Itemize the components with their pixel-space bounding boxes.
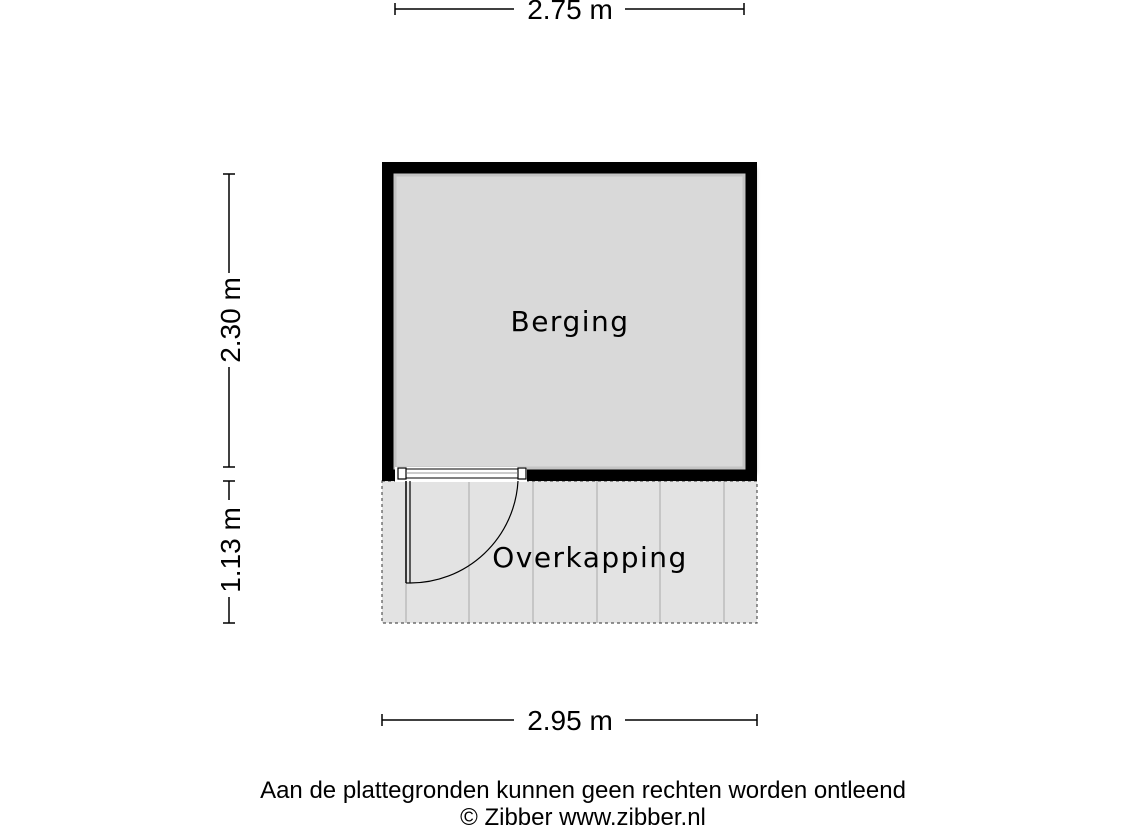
disclaimer-text: Aan de plattegronden kunnen geen rechten worden ontleend xyxy=(260,777,906,804)
top-width-label: 2.75 m xyxy=(527,0,613,25)
top-width-dimension xyxy=(395,0,744,25)
canopy-room-label: Overkapping xyxy=(492,541,688,574)
lower-height-dimension xyxy=(215,481,246,623)
upper-height-label: 2.30 m xyxy=(215,277,246,363)
bottom-width-dimension xyxy=(382,705,757,736)
copyright-text: © Zibber www.zibber.nl xyxy=(460,804,706,825)
upper-height-dimension xyxy=(215,174,246,467)
bottom-width-label: 2.95 m xyxy=(527,705,613,736)
lower-height-label: 1.13 m xyxy=(215,507,246,593)
storage-room-label: Berging xyxy=(510,305,630,338)
